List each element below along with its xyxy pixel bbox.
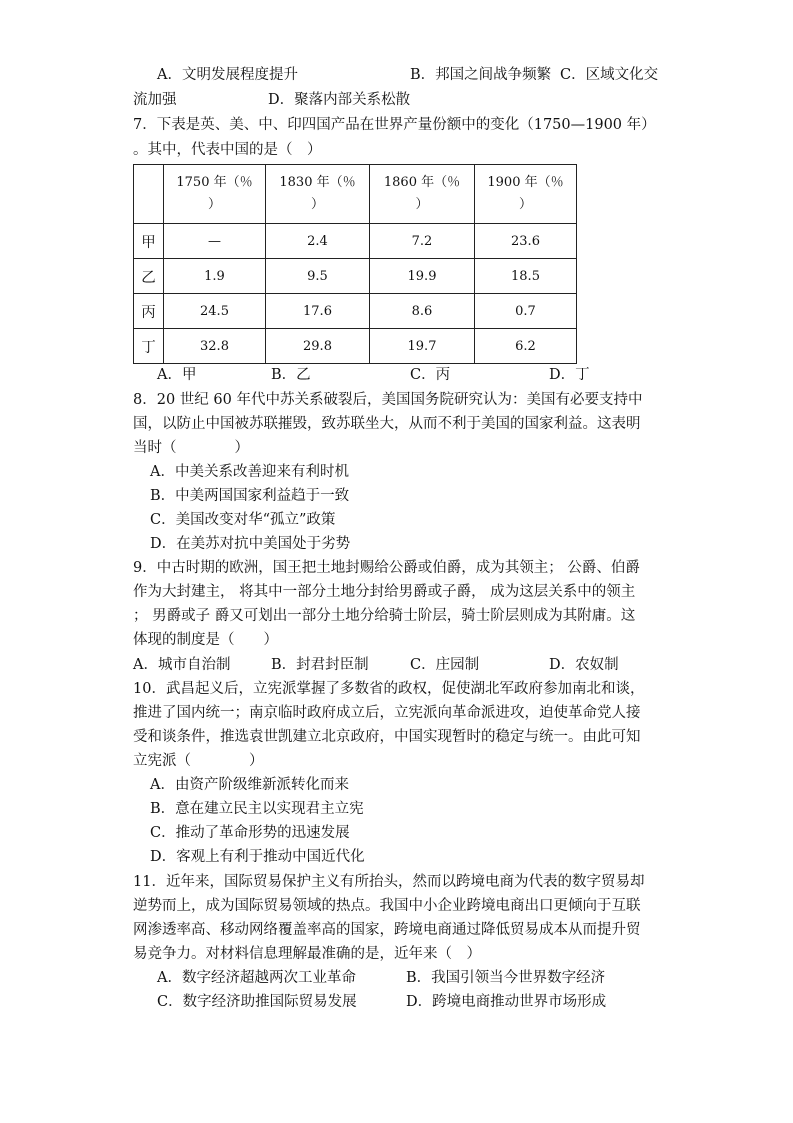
table-cell: 9.5 [266, 259, 370, 294]
q9-option-d: D．农奴制 [549, 657, 619, 673]
q8-stem-line2: 国，以防止中国被苏联摧毁，致苏联坐大，从而不利于美国的国家利益。这表明 [133, 416, 641, 432]
table-cell: 2.4 [266, 224, 370, 259]
table-corner-cell [134, 165, 164, 224]
q10-option-d: D．客观上有利于推动中国近代化 [150, 849, 365, 865]
q9-stem-line3: ； 男爵或子 爵又可划出一部分土地分给骑士阶层，骑士阶层则成为其附庸。这 [133, 608, 636, 624]
table-cell: 6.2 [475, 329, 577, 364]
q11-option-a: A．数字经济超越两次工业革命 [157, 970, 356, 986]
q9-stem-line2: 作为大封建主， 将其中一部分土地分封给男爵或子爵， 成为这层关系中的领主 [133, 584, 636, 600]
q10-stem-line3: 受和谈条件，推选袁世凯建立北京政府，中国实现暂时的稳定与统一。由此可知 [133, 729, 641, 745]
table-row [134, 294, 577, 329]
q6-option-d: D．聚落内部关系松散 [268, 92, 411, 108]
table-header-cell: 1860 年（％ ） [370, 165, 475, 224]
q11-option-c: C．数字经济助推国际贸易发展 [157, 994, 357, 1010]
q7-stem-line1: 7．下表是英、美、中、印四国产品在世界产量份额中的变化（1750—1900 年） [133, 117, 656, 133]
table-cell: 19.9 [370, 259, 475, 294]
table-cell: 19.7 [370, 329, 475, 364]
q8-stem-line1: 8．20 世纪 60 年代中苏关系破裂后，美国国务院研究认为：美国有必要支持中 [133, 392, 643, 408]
q9-stem-line1: 9．中古时期的欧洲，国王把土地封赐给公爵或伯爵，成为其领主； 公爵、伯爵 [133, 560, 640, 576]
q8-option-c: C．美国改变对华“孤立”政策 [150, 512, 336, 528]
table-cell: 0.7 [475, 294, 577, 329]
q10-stem-line4: 立宪派（ ） [133, 753, 264, 769]
q8-option-a: A．中美关系改善迎来有利时机 [150, 464, 349, 480]
table-cell: 32.8 [164, 329, 266, 364]
q11-stem-line2: 逆势而上，成为国际贸易领域的热点。我国中小企业跨境电商出口更倾向于互联 [133, 898, 641, 914]
q11-option-b: B．我国引领当今世界数字经济 [406, 970, 606, 986]
table-cell: 24.5 [164, 294, 266, 329]
table-cell: 18.5 [475, 259, 577, 294]
q6-option-a: A．文明发展程度提升 [157, 67, 298, 83]
q11-stem-line1: 11．近年来，国际贸易保护主义有所抬头，然而以跨境电商为代表的数字贸易却 [133, 874, 645, 890]
table-cell: 1.9 [164, 259, 266, 294]
table-header-cell: 1750 年（％ ） [164, 165, 266, 224]
q7-option-d: D．丁 [549, 367, 590, 383]
table-row-label: 乙 [134, 259, 164, 294]
q10-stem-line1: 10．武昌起义后，立宪派掌握了多数省的政权，促使湖北军政府参加南北和谈， [133, 681, 645, 697]
table-row-label: 丁 [134, 329, 164, 364]
table-cell: 17.6 [266, 294, 370, 329]
q9-stem-line4: 体现的制度是（ ） [133, 632, 278, 648]
q9-option-c: C．庄园制 [410, 657, 480, 673]
table-header-cell: 1900 年（％ ） [475, 165, 577, 224]
q7-data-table [133, 164, 577, 364]
table-cell: — [164, 224, 266, 259]
q6-option-c-part2: 流加强 [133, 92, 177, 108]
q11-stem-line4: 易竞争力。对材料信息理解最准确的是，近年来（ ） [133, 946, 481, 962]
q10-option-b: B．意在建立民主以实现君主立宪 [150, 801, 364, 817]
q6-option-c-part1: C．区域文化交 [560, 67, 659, 83]
table-row [134, 224, 577, 259]
q7-option-c: C．丙 [410, 367, 451, 383]
q10-option-c: C．推动了革命形势的迅速发展 [150, 825, 350, 841]
q11-option-d: D．跨境电商推动世界市场形成 [406, 994, 607, 1010]
q8-stem-line3: 当时（ ） [133, 440, 249, 456]
q8-option-b: B．中美两国国家利益趋于一致 [150, 488, 350, 504]
q7-option-a: A．甲 [157, 367, 197, 383]
q6-option-b: B．邦国之间战争频繁 [410, 67, 552, 83]
table-cell: 8.6 [370, 294, 475, 329]
table-cell: 7.2 [370, 224, 475, 259]
q10-stem-line2: 推进了国内统一；南京临时政府成立后，立宪派向革命派进攻，迫使革命党人接 [133, 705, 641, 721]
table-cell: 23.6 [475, 224, 577, 259]
table-row-label: 丙 [134, 294, 164, 329]
q11-stem-line3: 网渗透率高、移动网络覆盖率高的国家，跨境电商通过降低贸易成本从而提升贸 [133, 922, 641, 938]
q7-stem-line2: 。其中，代表中国的是（ ） [133, 142, 322, 158]
q8-option-d: D．在美苏对抗中美国处于劣势 [150, 536, 351, 552]
q10-option-a: A．由资产阶级维新派转化而来 [150, 777, 349, 793]
table-header-cell: 1830 年（％ ） [266, 165, 370, 224]
q9-option-b: B．封君封臣制 [271, 657, 369, 673]
table-row [134, 329, 577, 364]
q9-option-a: A．城市自治制 [133, 657, 231, 673]
table-row [134, 259, 577, 294]
table-header-row [134, 165, 577, 224]
table-cell: 29.8 [266, 329, 370, 364]
table-row-label: 甲 [134, 224, 164, 259]
q7-option-b: B．乙 [271, 367, 311, 383]
